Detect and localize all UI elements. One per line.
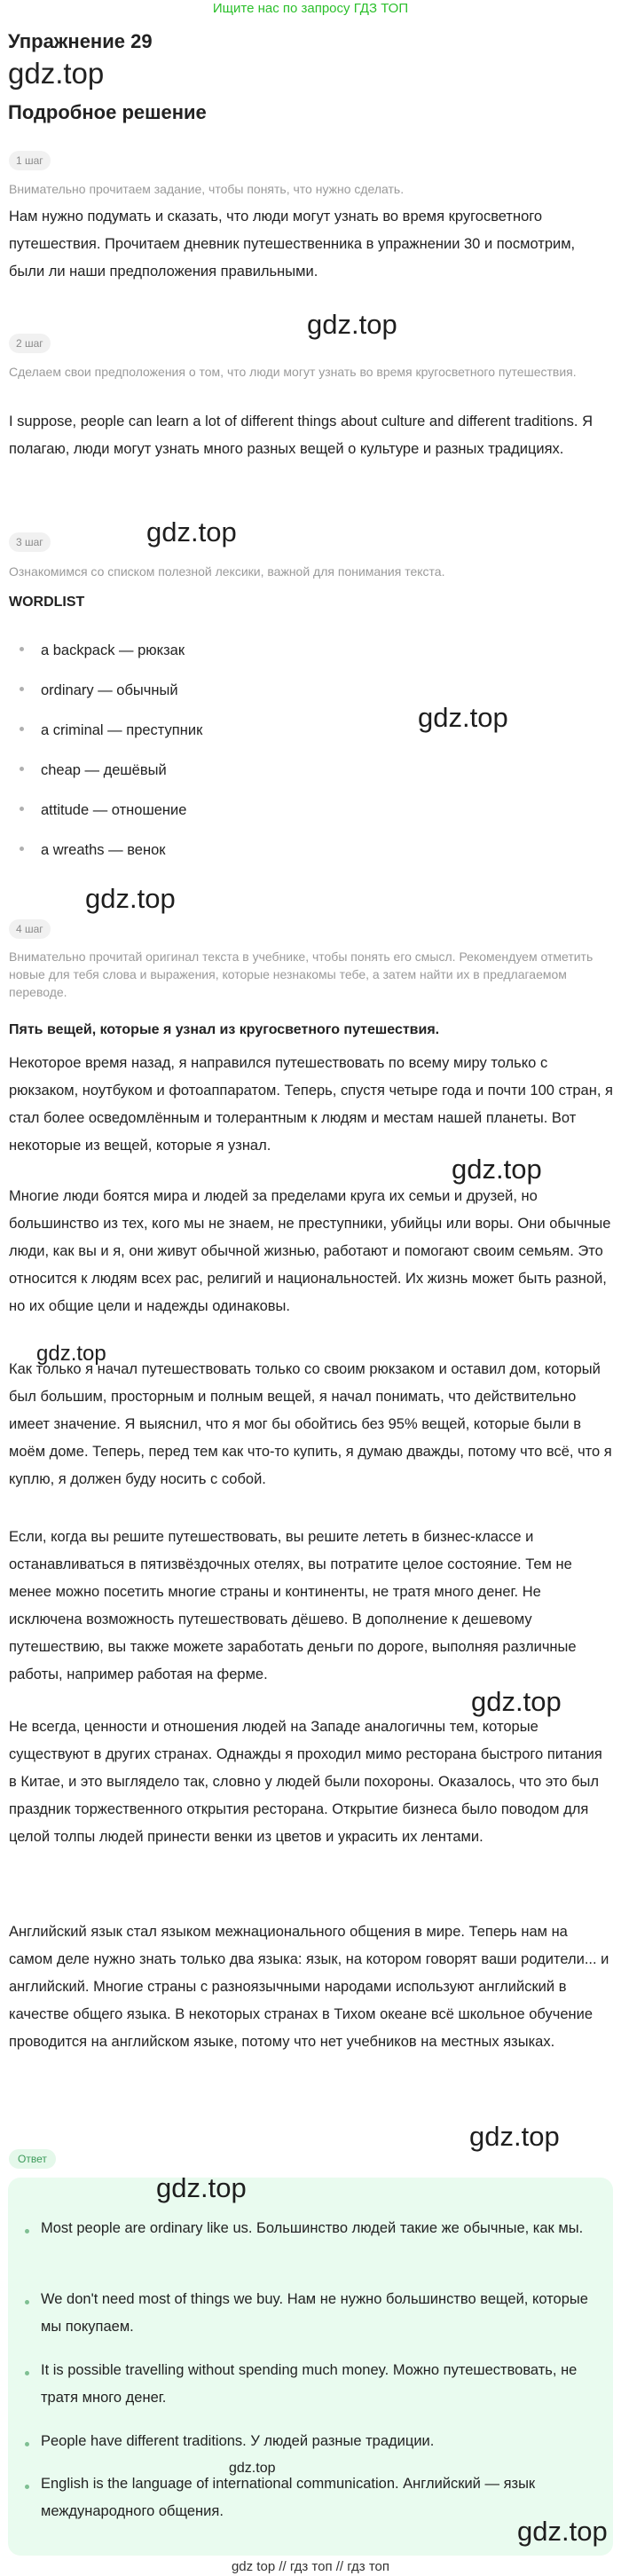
text-paragraph: Как только я начал путешествовать только со своим рюкзаком и оставил дом, который был большим, просторным и полным вещей, я начал понимать, что действительно имеет значение. Я выяснил, что я мог бы обойтись без 95% вещей, которые были в моём доме. Теперь, перед тем как что-то купить, я думаю дважды, потому что всё, что я куплю, я должен буду носить с собой. xyxy=(9,1361,612,1487)
bullet-icon xyxy=(25,2371,29,2375)
wordlist-item: a criminal — преступник xyxy=(20,722,202,739)
watermark: gdz.top xyxy=(452,1154,542,1185)
wordlist-item: cheap — дешёвый xyxy=(20,762,167,779)
step-1-text: Нам нужно подумать и сказать, что люди могут узнать во время кругосветного путешествия. Прочитаем дневник путешественника в упражнении 30 и посмотрим, были ли наши предположения правильными. xyxy=(9,209,576,280)
brand-logo[interactable]: gdz.top xyxy=(8,57,105,90)
step-2-hint: Сделаем свои предположения о том, что люди могут узнать во время кругосветного путешествия. xyxy=(9,365,577,379)
text-paragraph: Некоторое время назад, я направился путешествовать по всему миру только с рюкзаком, ноутбуком и фотоаппаратом. Теперь, спустя четыре года и почти 100 стран, я стал более осведомлённым и толерантным к людям и местам нашей планеты. Вот некоторые из вещей, которые я узнал. xyxy=(9,1055,613,1154)
bullet-icon xyxy=(25,2229,29,2233)
watermark: gdz.top xyxy=(146,516,237,547)
text-paragraph: Английский язык стал языком межнационального общения в мире. Теперь нам на самом деле нужно знать только два языка: язык, на котором говорят ваши родители... и английский. Многие страны с разноязычными народами используют английский в качестве общего языка. В некоторых странах в Тихом океане всё школьное обучение проводится на английском языке, потому что нет учебников на местных языках. xyxy=(9,1924,609,2050)
wordlist-item: attitude — отношение xyxy=(20,802,186,819)
answer-item: We don't need most of things we buy. Нам не нужно большинство вещей, которые мы покупаем. xyxy=(41,2291,588,2335)
answer-item: English is the language of international communication. Английский — язык международного общения. xyxy=(41,2476,536,2519)
watermark: gdz.top xyxy=(418,702,508,733)
step-2-text: I suppose, people can learn a lot of different things about culture and different traditions. Я полагаю, люди могут узнать много разных вещей о культуре и разных традициях. xyxy=(9,414,593,457)
step-1-hint: Внимательно прочитаем задание, чтобы понять, что нужно сделать. xyxy=(9,182,405,196)
text-paragraph: Не всегда, ценности и отношения людей на Западе аналогичны тем, которые существуют в других странах. Однажды я проходил мимо ресторана быстрого питания в Китае, и это выглядело так, словно у людей были похороны. Оказалось, что это был праздник торжественного открытия ресторана. Открытие бизнеса было поводом для целой толпы людей принести венки из цветов и украсить их лентами. xyxy=(9,1719,602,1845)
wordlist-item: a wreaths — венок xyxy=(20,842,165,859)
answer-item: People have different traditions. У людей разные традиции. xyxy=(41,2433,435,2449)
step-3-hint: Ознакомимся со списком полезной лексики, важной для понимания текста. xyxy=(9,564,445,579)
watermark: gdz.top xyxy=(85,883,176,914)
text-heading: Пять вещей, которые я узнал из кругосветного путешествия. xyxy=(9,1022,440,1037)
step-4-hint: Внимательно прочитай оригинал текста в учебнике, чтобы понять его смысл. Рекомендуем отметить новые для тебя слова и выражения, которые незнакомы тебе, а затем найти их в предлагаемом переводе. xyxy=(9,949,593,999)
watermark: gdz.top xyxy=(229,2461,276,2476)
text-paragraph: Многие люди боятся мира и людей за пределами круга их семьи и друзей, но большинство из тех, кого мы не знаем, не преступники, убийцы или воры. Они обычные люди, как вы и я, они живут обычной жизнью, работают и помогают своим семьям. Это относится к людям всех рас, религий и национальностей. Их жизнь может быть разной, но их общие цели и надежды одинаковы. xyxy=(9,1188,611,1314)
wordlist-item: ordinary — обычный xyxy=(20,682,178,699)
solution-heading: Подробное решение xyxy=(8,101,207,123)
wordlist-item: a backpack — рюкзак xyxy=(20,642,185,659)
step-1-label: 1 шаг xyxy=(9,151,51,170)
watermark: gdz.top xyxy=(307,309,397,340)
step-2-label: 2 шаг xyxy=(9,334,51,353)
bullet-icon xyxy=(25,2442,29,2446)
footer-links[interactable]: gdz top // гдз топ // гдз топ xyxy=(231,2559,390,2574)
text-paragraph: Если, когда вы решите путешествовать, вы решите лететь в бизнес-классе и останавливаться в пятизвёздочных отелях, вы потратите целое состояние. Тем не менее можно посетить многие страны и континенты, не тратя много денег. Не исключена возможность путешествовать дёшево. В дополнение к дешевому путешествию, вы также можете заработать деньги по дороге, выполняя различные работы, например работая на ферме. xyxy=(9,1529,577,1682)
answer-item: It is possible travelling without spending much money. Можно путешествовать, не тратя много денег. xyxy=(41,2362,578,2406)
wordlist-title: WORDLIST xyxy=(9,595,85,610)
step-3-label: 3 шаг xyxy=(9,532,51,552)
search-banner[interactable]: Ищите нас по запросу ГДЗ ТОП xyxy=(212,1,409,16)
bullet-icon xyxy=(25,2485,29,2489)
watermark: gdz.top xyxy=(471,1686,562,1717)
bullet-icon xyxy=(25,2300,29,2304)
step-4-label: 4 шаг xyxy=(9,919,51,939)
answer-label: Ответ xyxy=(9,2149,56,2169)
exercise-title: Упражнение 29 xyxy=(8,30,153,52)
watermark: gdz.top xyxy=(36,1342,106,1366)
watermark: gdz.top xyxy=(469,2121,560,2152)
watermark: gdz.top xyxy=(517,2516,608,2547)
watermark: gdz.top xyxy=(156,2172,247,2203)
answer-item: Most people are ordinary like us. Большинство людей такие же обычные, как мы. xyxy=(41,2220,584,2236)
